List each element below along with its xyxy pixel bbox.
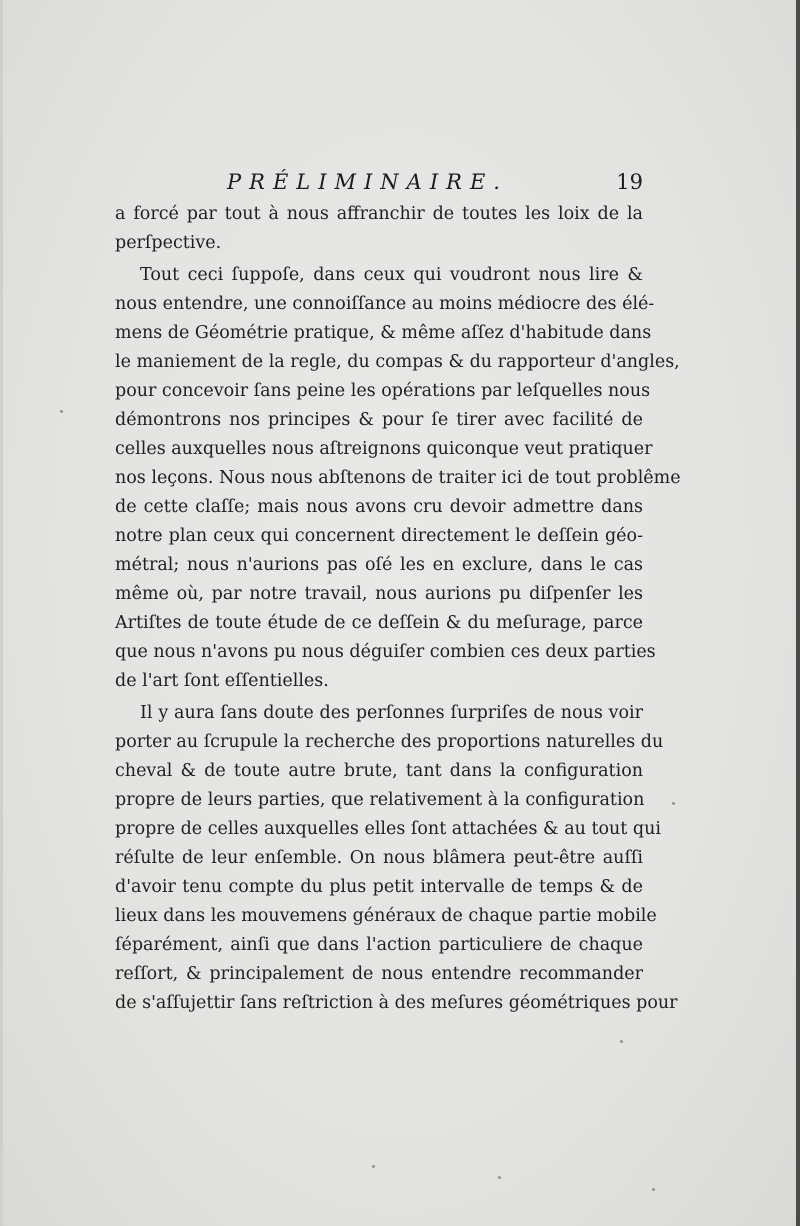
text-line: porter au ſcrupule la recherche des proportions naturelles du: [115, 732, 664, 752]
text-line: propre de celles auxquelles elles ſont attachées & au tout qui: [115, 819, 661, 839]
text-line: nos leçons. Nous nous abſtenons de traiter ici de tout problême: [115, 468, 681, 488]
page-right-edge: [796, 0, 800, 1226]
text-line: de l'art ſont eſſentielles.: [115, 671, 329, 691]
text-line: de cette claſſe; mais nous avons cru devoir admettre dans: [115, 497, 643, 517]
text-line: propre de leurs parties, que relativement à la configuration: [115, 790, 645, 810]
text-line: Artiſtes de toute étude de ce deſſein & du meſurage, parce: [115, 613, 643, 633]
text-line: celles auxquelles nous aſtreignons quiconque veut pratiquer: [115, 439, 653, 459]
text-line: de s'aſſujettir ſans reſtriction à des meſures géométriques pour: [115, 993, 678, 1013]
page-left-edge: [0, 0, 3, 1226]
text-line: nous entendre, une connoiſſance au moins médiocre des élé-: [115, 294, 655, 314]
text-line: reſſort, & principalement de nous entendre recommander: [115, 964, 643, 984]
text-line: ſéparément, ainſi que dans l'action particuliere de chaque: [115, 935, 643, 955]
text-line: réſulte de leur enſemble. On nous blâmera peut-être auſſi: [115, 848, 643, 868]
running-head: PRÉLIMINAIRE.: [227, 170, 508, 194]
text-line: même où, par notre travail, nous aurions pu diſpenſer les: [115, 584, 643, 604]
text-line: mens de Géométrie pratique, & même aſſez d'habitude dans: [115, 323, 652, 343]
text-line: pour concevoir ſans peine les opérations par leſquelles nous: [115, 381, 651, 401]
text-line: cheval & de toute autre brute, tant dans la configuration: [115, 761, 643, 781]
text-line: métral; nous n'aurions pas oſé les en exclure, dans le cas: [115, 555, 643, 575]
text-line: Tout ceci ſuppoſe, dans ceux qui voudront nous lire &: [140, 265, 643, 285]
text-line: notre plan ceux qui concernent directement le deſſein géo-: [115, 526, 643, 546]
text-line: Il y aura ſans doute des perſonnes ſurpriſes de nous voir: [140, 703, 643, 723]
text-line: le maniement de la regle, du compas & du rapporteur d'angles,: [115, 352, 680, 372]
text-line: perſpective.: [115, 233, 222, 253]
text-line: démontrons nos principes & pour ſe tirer avec facilité de: [115, 410, 643, 430]
page-number: 19: [616, 170, 643, 194]
text-line: lieux dans les mouvemens généraux de chaque partie mobile: [115, 906, 657, 926]
text-line: a forcé par tout à nous affranchir de toutes les loix de la: [115, 204, 643, 224]
text-line: que nous n'avons pu nous déguiſer combien ces deux parties: [115, 642, 656, 662]
text-line: d'avoir tenu compte du plus petit intervalle de temps & de: [115, 877, 643, 897]
body-text: [115, 200, 681, 1018]
page-header: [115, 170, 643, 200]
